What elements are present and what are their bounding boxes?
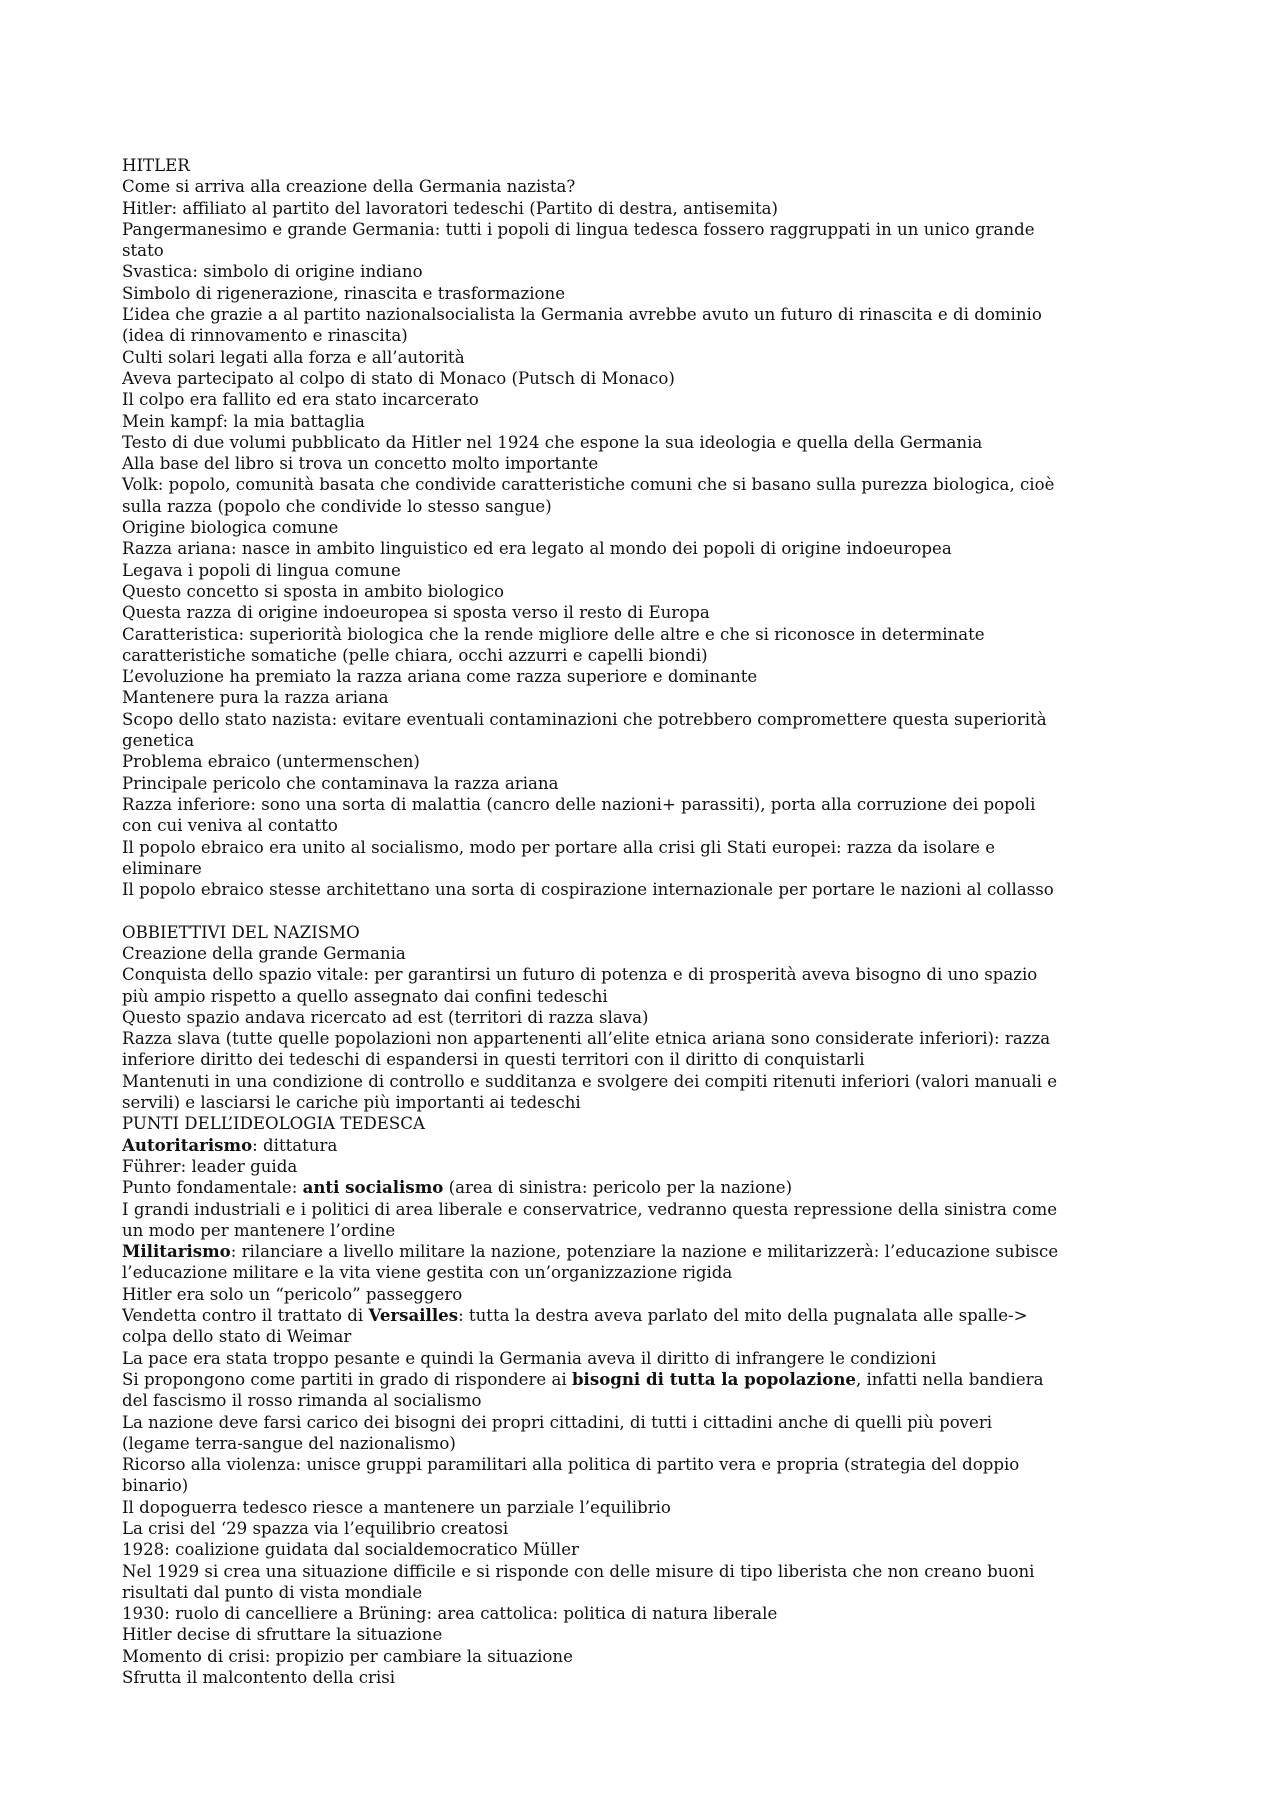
text-line: l’educazione militare e la vita viene gestita con un’organizzazione rigida — [122, 1263, 733, 1283]
text-span: (area di sinistra: pericolo per la nazione) — [443, 1178, 793, 1198]
text-line: Scopo dello stato nazista: evitare eventuali contaminazioni che potrebbero compromettere questa superiorità — [122, 709, 1047, 729]
text-line: del fascismo il rosso rimanda al socialismo — [122, 1391, 482, 1411]
text-line-militarismo — [122, 1241, 1162, 1262]
text-line: Il popolo ebraico stesse architettano una sorta di cospirazione internazionale per portare le nazioni al collasso — [122, 880, 1054, 900]
text-line: Razza ariana: nasce in ambito linguistico ed era legato al mondo dei popoli di origine indoeuropea — [122, 539, 952, 559]
text-line: Nel 1929 si crea una situazione difficile e si risponde con delle misure di tipo liberista che non creano buoni — [122, 1561, 1035, 1581]
text-line: eliminare — [122, 858, 202, 878]
text-line: Volk: popolo, comunità basata che condivide caratteristiche comuni che si basano sulla purezza biologica, cioè — [122, 475, 1055, 495]
text-line-bisogni — [122, 1369, 1162, 1390]
text-line: caratteristiche somatiche (pelle chiara, occhi azzurri e capelli biondi) — [122, 645, 708, 665]
section-title-obiettivi: OBBIETTIVI DEL NAZISMO — [122, 922, 360, 942]
text-line: Momento di crisi: propizio per cambiare la situazione — [122, 1646, 573, 1666]
text-line: Principale pericolo che contaminava la razza ariana — [122, 773, 559, 793]
section-obiettivi-body — [122, 943, 1162, 1113]
text-line: Creazione della grande Germania — [122, 943, 406, 963]
document-page — [122, 155, 1162, 1688]
text-line: Conquista dello spazio vitale: per garantirsi un futuro di potenza e di prosperità aveva bisogno di uno spazio — [122, 965, 1038, 985]
text-line: L’evoluzione ha premiato la razza ariana come razza superiore e dominante — [122, 667, 758, 687]
text-line: Sfrutta il malcontento della crisi — [122, 1668, 396, 1688]
text-line: con cui veniva al contatto — [122, 816, 338, 836]
text-line: genetica — [122, 731, 195, 751]
text-line: Come si arriva alla creazione della Germania nazista? — [122, 177, 576, 197]
text-line: Hitler: affiliato al partito del lavoratori tedeschi (Partito di destra, antisemita) — [122, 198, 779, 218]
text-span: Vendetta contro il trattato di — [122, 1306, 369, 1326]
text-line: I grandi industriali e i politici di area liberale e conservatrice, vedranno questa repressione della sinistra come — [122, 1199, 1058, 1219]
text-line: Simbolo di rigenerazione, rinascita e trasformazione — [122, 283, 566, 303]
text-line: Questo concetto si sposta in ambito biologico — [122, 581, 505, 601]
text-line: Ricorso alla violenza: unisce gruppi paramilitari alla politica di partito vera e propria (strategia del doppio — [122, 1455, 1020, 1475]
paragraph-gap — [122, 900, 1162, 921]
text-line: Mantenere pura la razza ariana — [122, 688, 389, 708]
text-span: : tutta la destra aveva parlato del mito della pugnalata alle spalle-> — [458, 1306, 1028, 1326]
section-title-ideologia: PUNTI DELL’IDEOLOGIA TEDESCA — [122, 1114, 425, 1134]
text-line: Il dopoguerra tedesco riesce a mantenere un parziale l’equilibrio — [122, 1497, 671, 1517]
text-line: Questo spazio andava ricercato ad est (territori di razza slava) — [122, 1007, 649, 1027]
text-line: La nazione deve farsi carico dei bisogni dei propri cittadini, di tutti i cittadini anche di quelli più poveri — [122, 1412, 993, 1432]
text-line: (idea di rinnovamento e rinascita) — [122, 326, 408, 346]
text-line-versailles — [122, 1305, 1162, 1326]
text-line: 1930: ruolo di cancelliere a Brüning: area cattolica: politica di natura liberale — [122, 1604, 778, 1624]
text-line: Origine biologica comune — [122, 518, 339, 538]
text-line: Culti solari legati alla forza e all’autorità — [122, 347, 465, 367]
text-line: Caratteristica: superiorità biologica che la rende migliore delle altre e che si riconosce in determinate — [122, 624, 985, 644]
text-line: L’idea che grazie a al partito nazionalsocialista la Germania avrebbe avuto un futuro di rinascita e di dominio — [122, 305, 1042, 325]
text-line: (legame terra-sangue del nazionalismo) — [122, 1433, 456, 1453]
text-span: : rilanciare a livello militare la nazione, potenziare la nazione e militarizzerà: l’educazione subisce — [230, 1242, 1059, 1262]
bold-term: Autoritarismo — [122, 1134, 253, 1155]
bold-term: Militarismo — [122, 1241, 231, 1262]
text-line: Legava i popoli di lingua comune — [122, 560, 401, 580]
text-line: Il colpo era fallito ed era stato incarcerato — [122, 390, 479, 410]
text-line: Testo di due volumi pubblicato da Hitler nel 1924 che espone la sua ideologia e quella della Germania — [122, 432, 983, 452]
text-line: Razza slava (tutte quelle popolazioni non appartenenti all’elite etnica ariana sono considerate inferiori): razza — [122, 1029, 1051, 1049]
text-line-anti-socialismo — [122, 1177, 1162, 1198]
text-line: Svastica: simbolo di origine indiano — [122, 262, 423, 282]
section-hitler-body — [122, 176, 1162, 900]
section-title-hitler: HITLER — [122, 156, 190, 175]
text-line: colpa dello stato di Weimar — [122, 1327, 352, 1347]
text-line: stato — [122, 241, 164, 261]
text-line: un modo per mantenere l’ordine — [122, 1220, 396, 1240]
text-line: Hitler era solo un “pericolo” passeggero — [122, 1284, 463, 1304]
text-line-autoritarismo — [122, 1135, 1162, 1156]
text-line: La crisi del ‘29 spazza via l’equilibrio creatosi — [122, 1519, 509, 1538]
text-line: Il popolo ebraico era unito al socialismo, modo per portare alla crisi gli Stati europei: razza da isolare e — [122, 837, 996, 857]
text-line: sulla razza (popolo che condivide lo stesso sangue) — [122, 496, 552, 516]
text-line: 1928: coalizione guidata dal socialdemocratico Müller — [122, 1540, 579, 1560]
bold-term: bisogni di tutta la popolazione — [571, 1368, 856, 1389]
section-ideologia-body — [122, 1135, 1162, 1689]
text-span: : dittatura — [252, 1135, 338, 1155]
text-line: risultati dal punto di vista mondiale — [122, 1582, 423, 1602]
text-line: binario) — [122, 1476, 189, 1496]
text-span: Si propongono come partiti in grado di rispondere ai — [122, 1369, 572, 1389]
text-line: più ampio rispetto a quello assegnato dai confini tedeschi — [122, 986, 608, 1006]
text-line: Alla base del libro si trova un concetto molto importante — [122, 454, 599, 474]
text-line: Hitler decise di sfruttare la situazione — [122, 1625, 443, 1645]
text-span: Punto fondamentale: — [122, 1178, 303, 1198]
text-line: servili) e lasciarsi le cariche più importanti ai tedeschi — [122, 1093, 581, 1113]
text-line: Questa razza di origine indoeuropea si sposta verso il resto di Europa — [122, 603, 710, 623]
text-line: inferiore diritto dei tedeschi di espandersi in questi territori con il diritto di conquistarli — [122, 1050, 865, 1070]
text-line: Razza inferiore: sono una sorta di malattia (cancro delle nazioni+ parassiti), porta alla corruzione dei popoli — [122, 794, 1036, 814]
text-line: Pangermanesimo e grande Germania: tutti i popoli di lingua tedesca fossero raggruppati in un unico grande — [122, 219, 1035, 239]
text-line: Mein kampf: la mia battaglia — [122, 411, 365, 431]
bold-term: anti socialismo — [302, 1177, 444, 1198]
text-line: La pace era stata troppo pesante e quindi la Germania aveva il diritto di infrangere le condizioni — [122, 1348, 937, 1368]
text-line: Führer: leader guida — [122, 1156, 298, 1176]
text-line: Aveva partecipato al colpo di stato di Monaco (Putsch di Monaco) — [122, 368, 675, 388]
text-line: Problema ebraico (untermenschen) — [122, 752, 420, 772]
text-span: , infatti nella bandiera — [855, 1369, 1044, 1389]
text-line: Mantenuti in una condizione di controllo e sudditanza e svolgere dei compiti ritenuti inferiori (valori manuali e — [122, 1071, 1058, 1091]
bold-term: Versailles — [368, 1305, 459, 1326]
